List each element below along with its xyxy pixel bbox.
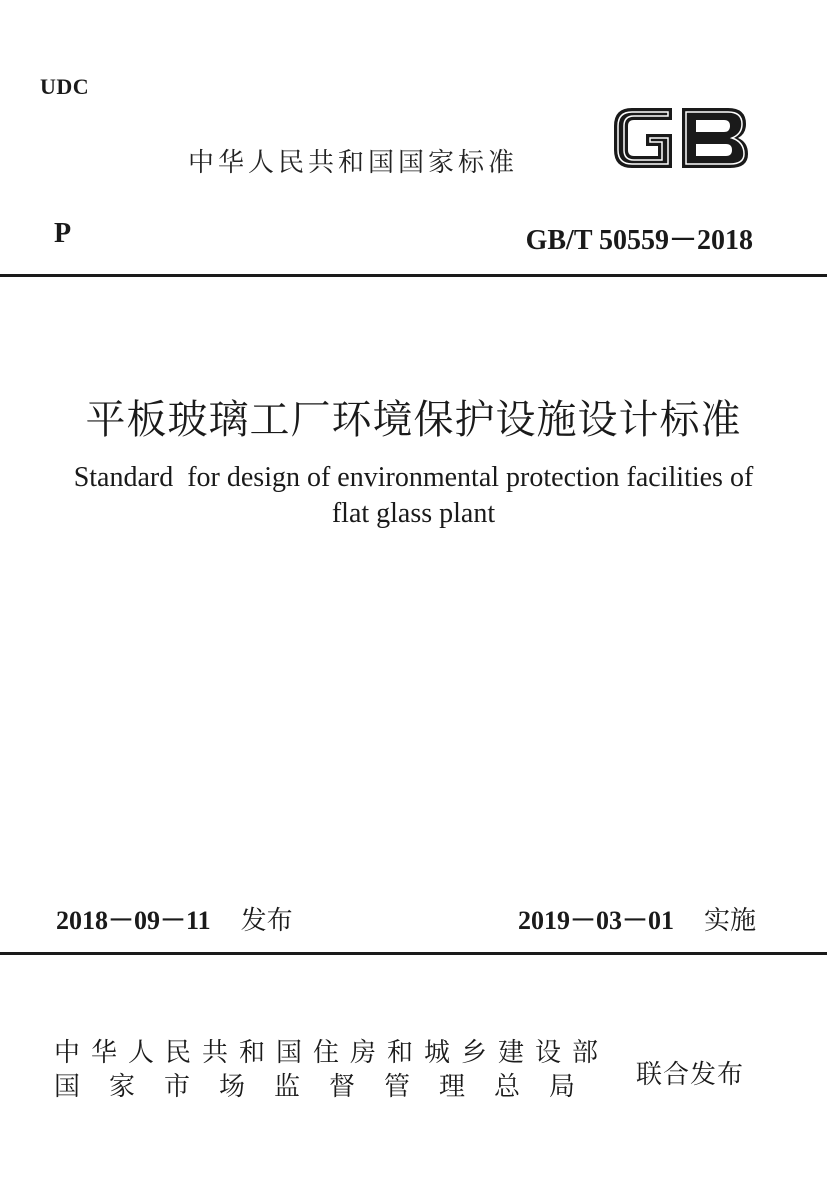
issue-date-block	[56, 900, 293, 937]
issuer-title: 中华人民共和国国家标准	[188, 148, 519, 178]
publishers	[54, 1036, 609, 1104]
joint-issue-label: 联合发布	[636, 1060, 745, 1090]
standard-number: GB/T 50559－2018	[525, 225, 753, 256]
gb-logo	[610, 100, 752, 176]
udc-label: UDC	[40, 74, 90, 99]
publisher-administration: 国家市场监督管理总局	[54, 1072, 605, 1102]
svg-text:GB: GB	[715, 144, 717, 145]
top-divider	[0, 274, 827, 277]
english-title	[40, 460, 787, 532]
publisher-ministry: 中华人民共和国住房和城乡建设部	[54, 1038, 610, 1068]
bottom-divider	[0, 952, 827, 955]
implementation-label: 实施	[703, 906, 756, 936]
classification-code: P	[54, 218, 72, 249]
english-title-line2: flat glass plant	[331, 498, 496, 529]
english-title-line1: Standard for design of environmental protection facilities of	[73, 462, 754, 493]
implementation-date: 2019－03－01	[517, 906, 674, 935]
implementation-date-block	[518, 900, 756, 937]
issue-date: 2018－09－11	[56, 906, 211, 935]
issue-label: 发布	[240, 906, 293, 936]
chinese-title: 平板玻璃工厂环境保护设施设计标准	[85, 397, 742, 443]
